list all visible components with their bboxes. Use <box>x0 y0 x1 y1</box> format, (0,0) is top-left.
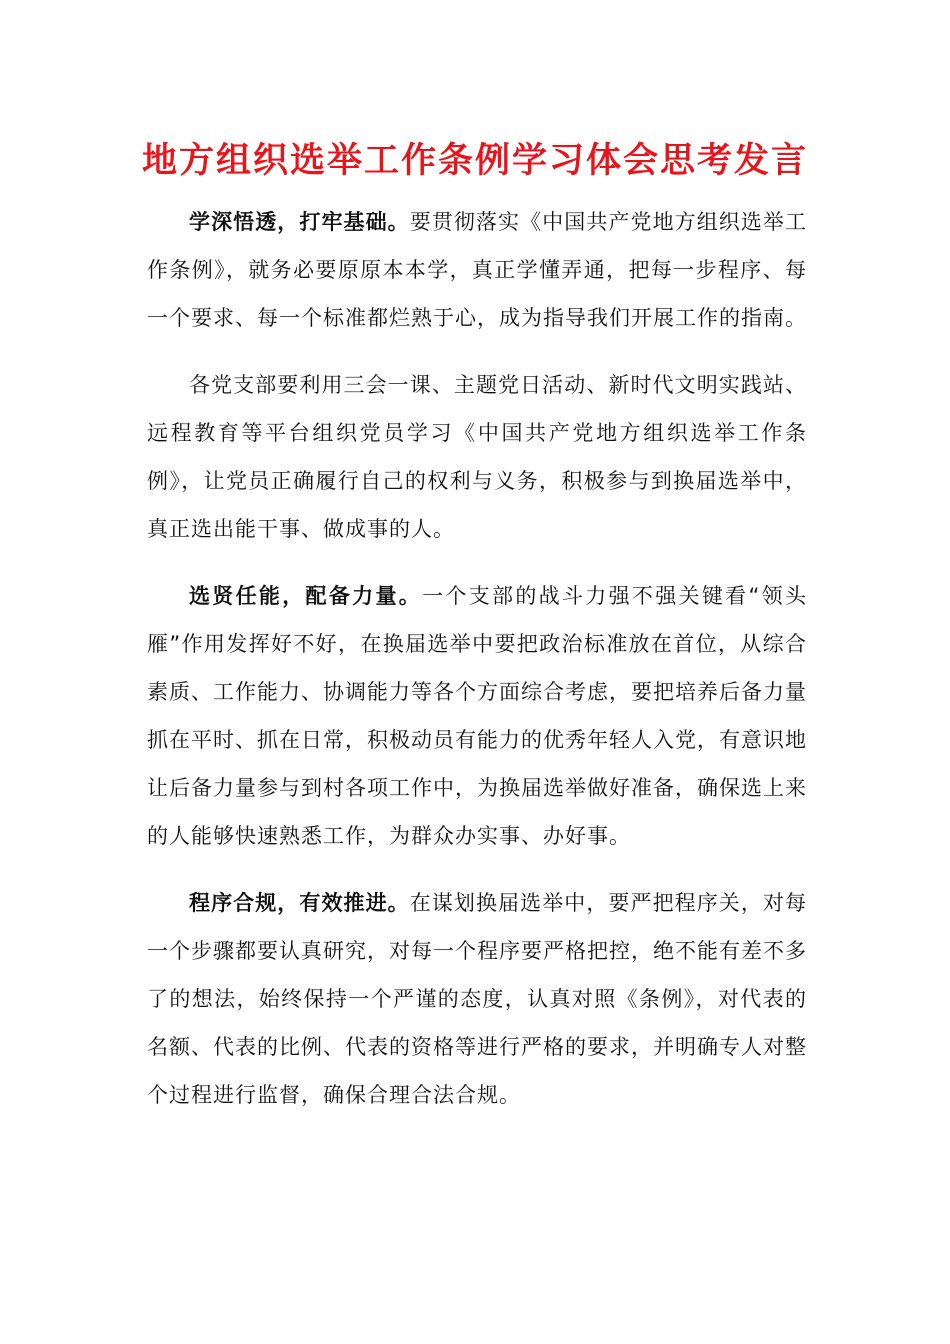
paragraph-lead: 学深悟透，打牢基础。 <box>189 210 410 234</box>
paragraph-study <box>147 198 807 342</box>
document-title: 地方组织选举工作条例学习体会思考发言 <box>141 140 808 181</box>
paragraph-text: 要贯彻落实《中国共产党地方组织选举工作条例》，就务必要原原本本学，真正学懂弄通，把每一步程序、每一个要求、每一个标准都烂熟于心，成为指导我们开展工作的指南。 <box>147 210 808 330</box>
paragraph-lead: 程序合规，有效推进。 <box>189 891 410 915</box>
document-body <box>147 198 807 1138</box>
paragraph-lead: 选贤任能，配备力量。 <box>189 584 423 608</box>
paragraph-branch-learning <box>147 361 807 553</box>
paragraph-text: 在谋划换届选举中，要严把程序关，对每一个步骤都要认真研究，对每一个程序要严格把控，绝不能有差不多了的想法，始终保持一个严谨的态度，认真对照《条例》，对代表的名额、代表的比例、代表的资格等进行严格的要求，并明确专人对整个过程进行监督，确保合理合法合规。 <box>147 891 808 1107</box>
paragraph-select-talent <box>147 572 807 860</box>
paragraph-procedure <box>147 879 807 1119</box>
paragraph-text: 一个支部的战斗力强不强关键看“领头雁”作用发挥好不好，在换届选举中要把政治标准放在首位，从综合素质、工作能力、协调能力等各个方面综合考虑，要把培养后备力量抓在平时、抓在日常，积极动员有能力的优秀年轻人入党，有意识地让后备力量参与到村各项工作中，为换届选举做好准备，确保选上来的人能够快速熟悉工作，为群众办实事、办好事。 <box>147 584 807 848</box>
paragraph-text: 各党支部要利用三会一课、主题党日活动、新时代文明实践站、远程教育等平台组织党员学习《中国共产党地方组织选举工作条例》，让党员正确履行自己的权利与义务，积极参与到换届选举中，真正选出能干事、做成事的人。 <box>147 373 807 541</box>
